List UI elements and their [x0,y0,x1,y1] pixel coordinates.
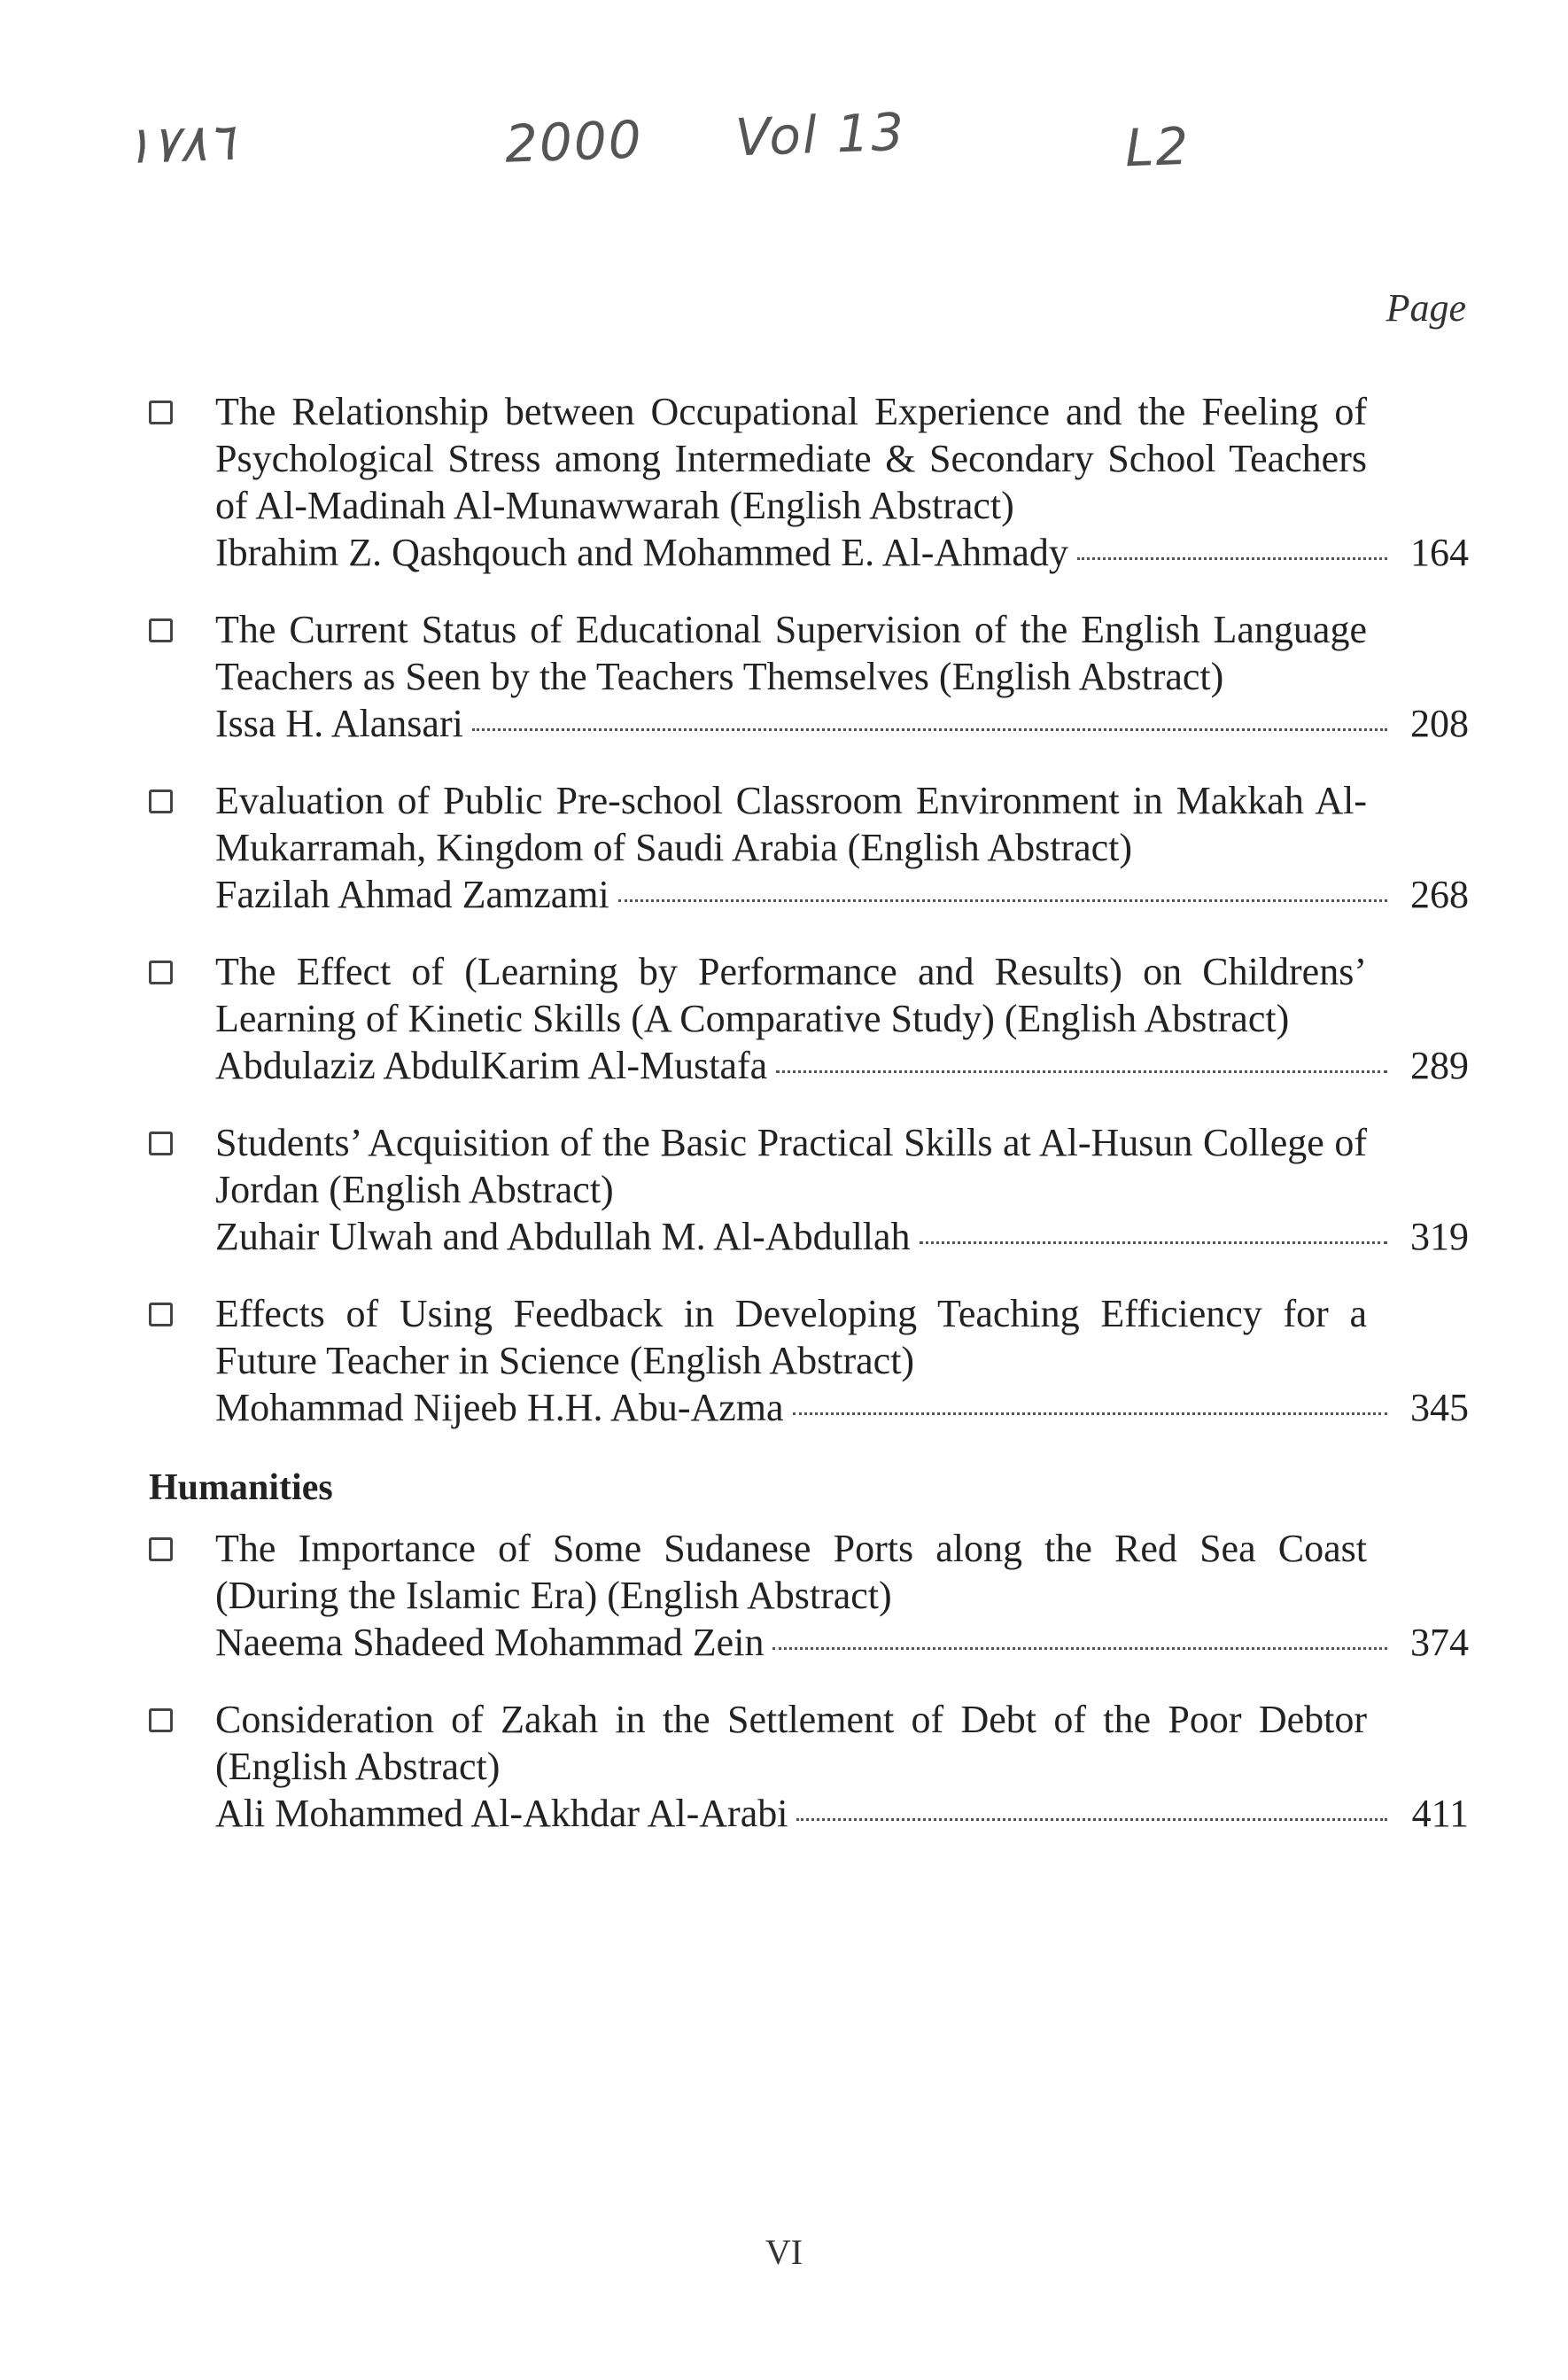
entry-page-number: 411 [1411,1792,1469,1835]
author-line [215,1213,1469,1260]
checkbox-icon [149,789,173,813]
toc-entry [149,606,1469,747]
dot-leader [776,1070,1387,1073]
dot-leader [772,1647,1387,1650]
checkbox-icon [149,1708,173,1732]
checkbox-icon [149,401,173,424]
entry-page-number: 319 [1410,1215,1469,1258]
checkbox-icon [149,961,173,984]
page-column-label: Page [1386,286,1466,330]
toc-entry [149,777,1469,918]
table-of-contents [149,388,1469,1867]
handwritten-annotations [122,101,1506,202]
entry-page-number: 164 [1410,531,1469,574]
toc-entry [149,388,1469,576]
dot-leader [472,728,1387,731]
entry-page-number: 268 [1410,873,1469,916]
author-line [215,529,1469,576]
entry-author: Fazilah Ahmad Zamzami [215,873,609,916]
dot-leader [920,1241,1387,1244]
author-line [215,1042,1469,1089]
handwritten-note: ١٧٨٦ [122,111,236,176]
checkbox-icon [149,618,173,642]
toc-entry [149,1525,1469,1666]
author-line [215,871,1469,918]
author-line [215,1790,1469,1837]
handwritten-note: 2000 [503,109,644,175]
entry-title: The Importance of Some Sudanese Ports along the Red Sea Coast (During the Islamic Era) (English Abstract) [215,1527,1367,1617]
dot-leader [1077,557,1387,560]
author-line [215,1619,1469,1666]
entry-title: The Relationship between Occupational Experience and the Feeling of Psychological Stress among Intermediate & Secondary School Teachers of Al-Madinah Al-Munawwarah (English Abstract) [215,390,1367,527]
handwritten-note: L2 [1123,115,1192,179]
entry-author: Mohammad Nijeeb H.H. Abu-Azma [215,1386,784,1429]
toc-entry [149,1696,1469,1837]
entry-author: Ibrahim Z. Qashqouch and Mohammed E. Al-Ahmady [215,531,1068,574]
entry-title: The Current Status of Educational Supervision of the English Language Teachers as Seen by the Teachers Themselves (English Abstract) [215,608,1367,698]
handwritten-note: Vol 13 [734,101,907,168]
dot-leader [618,899,1387,902]
entry-page-number: 374 [1410,1621,1469,1664]
entry-author: Issa H. Alansari [215,702,463,745]
footer-page-number: VI [765,2232,803,2272]
toc-entry [149,1290,1469,1431]
checkbox-icon [149,1132,173,1155]
entry-title: Effects of Using Feedback in Developing Teaching Efficiency for a Future Teacher in Science (English Abstract) [215,1292,1367,1382]
dot-leader [793,1412,1387,1415]
entry-page-number: 289 [1410,1044,1469,1087]
entry-title: The Effect of (Learning by Performance and Results) on Childrens’ Learning of Kinetic Skills (A Comparative Study) (English Abstract) [215,950,1367,1040]
section-heading-humanities: Humanities [149,1467,333,1508]
entry-author: Ali Mohammed Al-Akhdar Al-Arabi [215,1792,788,1835]
author-line [215,1384,1469,1431]
entry-title: Consideration of Zakah in the Settlement of Debt of the Poor Debtor (English Abstract) [215,1698,1367,1788]
toc-entry [149,948,1469,1089]
toc-entry [149,1119,1469,1260]
entry-page-number: 345 [1410,1386,1469,1429]
checkbox-icon [149,1537,173,1561]
checkbox-icon [149,1303,173,1326]
dot-leader [796,1818,1387,1821]
author-line [215,700,1469,747]
entry-author: Zuhair Ulwah and Abdullah M. Al-Abdullah [215,1215,911,1258]
entry-page-number: 208 [1410,702,1469,745]
entry-author: Naeema Shadeed Mohammad Zein [215,1621,765,1664]
entry-title: Students’ Acquisition of the Basic Practical Skills at Al-Husun College of Jordan (English Abstract) [215,1121,1367,1211]
entry-title: Evaluation of Public Pre-school Classroom Environment in Makkah Al-Mukarramah, Kingdom of Saudi Arabia (English Abstract) [215,779,1367,869]
entry-author: Abdulaziz AbdulKarim Al-Mustafa [215,1044,768,1087]
